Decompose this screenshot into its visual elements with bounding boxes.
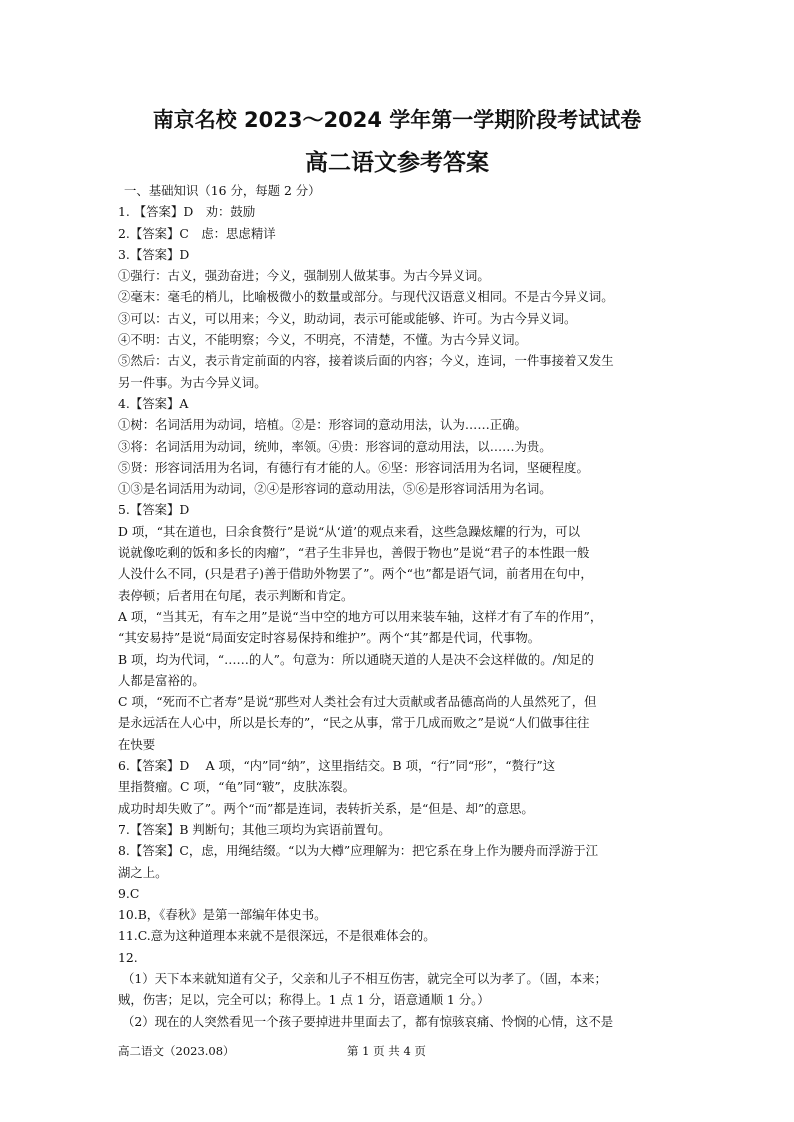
- text-line: ⑤然后：古义，表示肯定前面的内容，接着谈后面的内容；今义，连词，一件事接着又发生: [118, 353, 614, 369]
- section-heading: 一、基础知识（16 分，每题 2 分）: [124, 183, 321, 198]
- text-line: 11.C.意为这种道理本来就不是很深远，不是很难体会的。: [118, 928, 436, 944]
- text-line: 1. 【答案】D 劝：鼓励: [118, 204, 256, 220]
- text-line: 6.【答案】D A 项，“内”同“纳”，这里指结交。B 项，“行”同“形”，“赘行”这: [118, 758, 556, 774]
- text-line: 人没什么不同，(只是君子)善于借助外物罢了”。两个“也”都是语气词，前者用在句中，: [118, 566, 593, 582]
- text-line: 表停顿；后者用在句尾，表示判断和肯定。: [118, 587, 354, 603]
- footer-page-number: 第 1 页 共 4 页: [347, 1044, 426, 1058]
- text-line: 3.【答案】D: [118, 246, 190, 262]
- text-line: ①树：名词活用为动词，培植。②是：形容词的意动用法，认为……正确。: [118, 417, 527, 433]
- text-line: （1）天下本来就知道有父子，父亲和儿子不相互伤害，就完全可以为孝了。（固，本来；: [122, 970, 607, 986]
- text-line: 10.B，《春秋》是第一部编年体史书。: [118, 907, 327, 923]
- text-line: ①③是名词活用为动词，②④是形容词的意动用法，⑤⑥是形容词活用为名词。: [118, 481, 552, 497]
- text-line: 贼，伤害；足以，完全可以；称得上。1 点 1 分，语意通顺 1 分。）: [118, 992, 490, 1008]
- text-line: 人都是富裕的。: [118, 672, 205, 688]
- text-line: 2.【答案】C 虑：思虑精详: [118, 225, 276, 241]
- text-line: “其安易持”是说“局面安定时容易保持和维护”。两个“其”都是代词，代事物。: [118, 630, 541, 646]
- text-line: ①强行：古义，强劲奋进；今义，强制别人做某事。为古今异义词。: [118, 268, 490, 284]
- text-line: 4.【答案】A: [118, 395, 189, 411]
- text-line: ⑤贤：形容词活用为名词，有德行有才能的人。⑥坚：形容词活用为名词，坚硬程度。: [118, 459, 589, 475]
- text-line: ③可以：古义，可以用来；今义，助动词，表示可能或能够、许可。为古今异义词。: [118, 310, 577, 326]
- text-line: C 项，“死而不亡者寿”是说“那些对人类社会有过大贡献或者品德高尚的人虽然死了，但: [118, 694, 597, 710]
- text-line: 7.【答案】B 判断句；其他三项均为宾语前置句。: [118, 821, 391, 837]
- text-line: 8.【答案】C，虑，用绳结缀。“以为大樽”应理解为：把它系在身上作为腰舟而浮游于江: [118, 843, 599, 859]
- footer-course-label: 高二语文（2023.08）: [118, 1044, 235, 1058]
- text-line: 在快要: [118, 736, 156, 752]
- exam-title: 南京名校 2023～2024 学年第一学期阶段考试试卷: [152, 108, 642, 132]
- text-line: 12.: [118, 949, 138, 965]
- text-line: ②毫末：毫毛的梢儿，比喻极微小的数量或部分。与现代汉语意义相同。不是古今异义词。: [118, 289, 614, 305]
- text-line: 说就像吃剩的饭和多长的肉瘤”，“君子生非异也，善假于物也”是说“君子的本性跟一般: [118, 545, 590, 561]
- text-line: ④不明：古义，不能明察；今义，不明亮，不清楚，不懂。为古今异义词。: [118, 332, 527, 348]
- text-line: 另一件事。为古今异义词。: [118, 374, 267, 390]
- text-line: 5.【答案】D: [118, 502, 190, 518]
- text-line: 里指赘瘤。C 项，“龟”同“皲”，皮肤冻裂。: [118, 779, 356, 795]
- text-line: ③将：名词活用为动词，统帅，率领。④贵：形容词的意动用法，以……为贵。: [118, 438, 552, 454]
- text-line: B 项，均为代词，“……的人”。句意为：所以通晓天道的人是决不会这样做的。/知足的: [118, 651, 594, 667]
- text-line: （2）现在的人突然看见一个孩子要掉进井里面去了，都有惊骇哀痛、怜悯的心情，这不是: [122, 1013, 614, 1029]
- text-line: 湖之上。: [118, 864, 168, 880]
- text-line: A 项，“当其无，有车之用”是说“当中空的地方可以用来装车轴，这样才有了车的作用”，: [118, 608, 603, 624]
- text-line: D 项，“其在道也，曰余食赘行”是说“从‘道’的观点来看，这些急躁炫耀的行为，可以: [118, 523, 581, 539]
- answer-key-title: 高二语文参考答案: [305, 150, 489, 176]
- text-line: 是永远活在人心中，所以是长寿的”，“民之从事，常于几成而败之”是说“人们做事往往: [118, 715, 590, 731]
- text-line: 9.C: [118, 885, 140, 901]
- answer-body: [118, 180, 684, 1032]
- text-line: 成功时却失败了”。两个“而”都是连词，表转折关系，是“但是、却”的意思。: [118, 800, 534, 816]
